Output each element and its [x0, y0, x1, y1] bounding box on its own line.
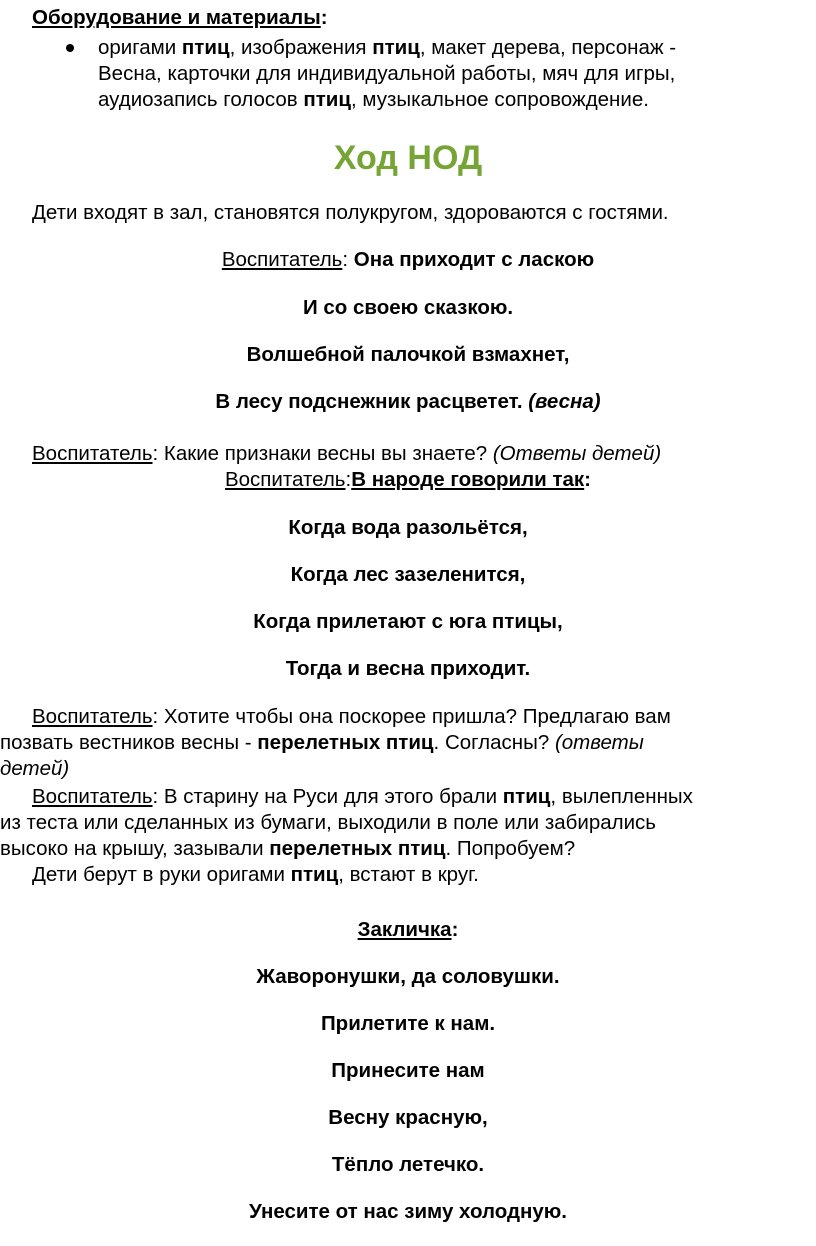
riddle-line-4: В лесу подснежник расцветет. (весна) — [215, 390, 601, 413]
riddle-line-1: Воспитатель: Она приходит с ласкою — [221, 248, 595, 271]
paragraph-2-line-1: Воспитатель: В старину на Руси для этого брали птиц, вылепленных — [32, 785, 693, 808]
paragraph-2-line-3: высоко на крышу, зазывали перелетных птиц. Попробуем? — [0, 837, 576, 860]
equipment-line-3: аудиозапись голосов птиц, музыкальное сопровождение. — [98, 88, 649, 111]
riddle-line-2: И со своею сказкою. — [302, 296, 514, 319]
paragraph-1-line-3: детей) — [0, 757, 70, 780]
equipment-line-2: Весна, карточки для индивидуальной работы, мяч для игры, — [98, 62, 676, 85]
bullet-icon — [66, 44, 74, 52]
saying-line-3: Когда прилетают с юга птицы, — [253, 610, 563, 633]
paragraph-3: Дети берут в руки оригами птиц, встают в круг. — [32, 863, 479, 886]
paragraph-1-line-2: позвать вестников весны - перелетных птиц. Согласны? (ответы — [0, 731, 644, 754]
intro-text: Дети входят в зал, становятся полукругом, здороваются с гостями. — [32, 201, 669, 224]
chant-line-4: Весну красную, — [328, 1106, 488, 1129]
equipment-heading: Оборудование и материалы: — [32, 6, 328, 29]
saying-line-4: Тогда и весна приходит. — [285, 657, 531, 680]
saying-line-2: Когда лес зазеленится, — [290, 563, 526, 586]
paragraph-1-line-1: Воспитатель: Хотите чтобы она поскорее пришла? Предлагаю вам — [32, 705, 671, 728]
saying-line-1: Когда вода разольётся, — [288, 516, 528, 539]
equipment-line-1: оригами птиц, изображения птиц, макет дерева, персонаж - — [98, 36, 677, 59]
riddle-line-3: Волшебной палочкой взмахнет, — [246, 343, 570, 366]
chant-line-2: Прилетите к нам. — [320, 1012, 496, 1035]
chant-heading: Закличка: — [357, 918, 459, 941]
question-1: Воспитатель: Какие признаки весны вы знаете? (Ответы детей) — [32, 442, 662, 465]
page-title: Ход НОД — [333, 139, 483, 177]
chant-line-1: Жаворонушки, да соловушки. — [256, 965, 560, 988]
paragraph-2-line-2: из теста или сделанных из бумаги, выходили в поле или забирались — [0, 811, 656, 834]
chant-line-6: Унесите от нас зиму холодную. — [249, 1200, 567, 1223]
question-2: Воспитатель:В народе говорили так: — [224, 468, 591, 491]
chant-line-3: Принесите нам — [331, 1059, 485, 1082]
chant-line-5: Тёпло летечко. — [331, 1153, 485, 1176]
